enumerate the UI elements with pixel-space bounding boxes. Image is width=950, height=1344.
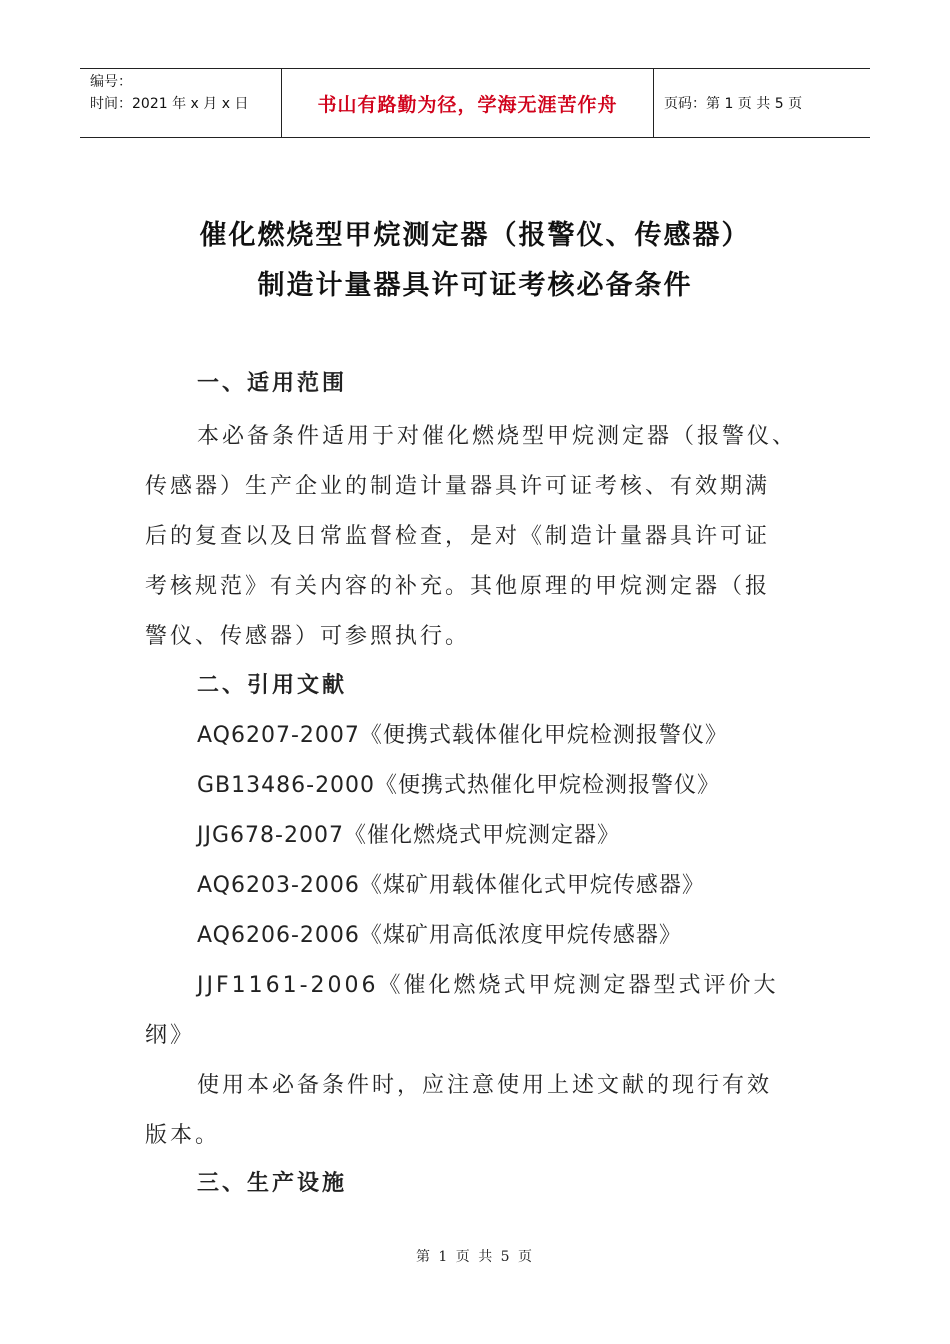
reference-item: AQ6207-2007《便携式载体催化甲烷检测报警仪》 [197, 723, 728, 748]
paragraph-line: 版本。 [145, 1123, 221, 1148]
page-footer: 第 1 页 共 5 页 [415, 1249, 535, 1265]
paragraph-line: 使用本必备条件时，应注意使用上述文献的现行有效 [197, 1073, 773, 1098]
reference-item: JJF1161-2006《催化燃烧式甲烷测定器型式评价大 [197, 973, 779, 998]
paragraph-line: 警仪、传感器）可参照执行。 [145, 624, 471, 649]
reference-item-continued: 纲》 [145, 1023, 196, 1048]
paragraph-line: 考核规范》有关内容的补充。其他原理的甲烷测定器（报 [145, 574, 771, 599]
paragraph-line: 后的复查以及日常监督检查，是对《制造计量器具许可证 [145, 524, 771, 549]
motto-text: 书山有路勤为径，学海无涯苦作舟 [317, 93, 618, 116]
document-title-line1: 催化燃烧型甲烷测定器（报警仪、传感器） [199, 220, 751, 251]
header-motto-cell [282, 69, 654, 137]
reference-item: AQ6203-2006《煤矿用载体催化式甲烷传感器》 [197, 873, 705, 898]
document-title-line2: 制造计量器具许可证考核必备条件 [257, 270, 693, 301]
time-label: 时间：2021 年 x 月 x 日 [90, 96, 249, 112]
header-table [80, 68, 870, 138]
reference-item: GB13486-2000《便携式热催化甲烷检测报警仪》 [197, 773, 721, 798]
header-page-cell [654, 69, 870, 137]
number-label: 编号： [90, 74, 132, 90]
header-meta [80, 69, 282, 137]
paragraph-line: 本必备条件适用于对催化燃烧型甲烷测定器（报警仪、 [197, 424, 798, 449]
reference-item: AQ6206-2006《煤矿用高低浓度甲烷传感器》 [197, 923, 682, 948]
section-heading-references: 二、引用文献 [197, 673, 348, 698]
reference-item: JJG678-2007《催化燃烧式甲烷测定器》 [197, 823, 620, 848]
paragraph-line: 传感器）生产企业的制造计量器具许可证考核、有效期满 [145, 474, 771, 499]
page-label: 页码：第 1 页 共 5 页 [664, 96, 803, 112]
section-heading-facilities: 三、生产设施 [197, 1171, 348, 1196]
section-heading-scope: 一、适用范围 [197, 371, 348, 396]
